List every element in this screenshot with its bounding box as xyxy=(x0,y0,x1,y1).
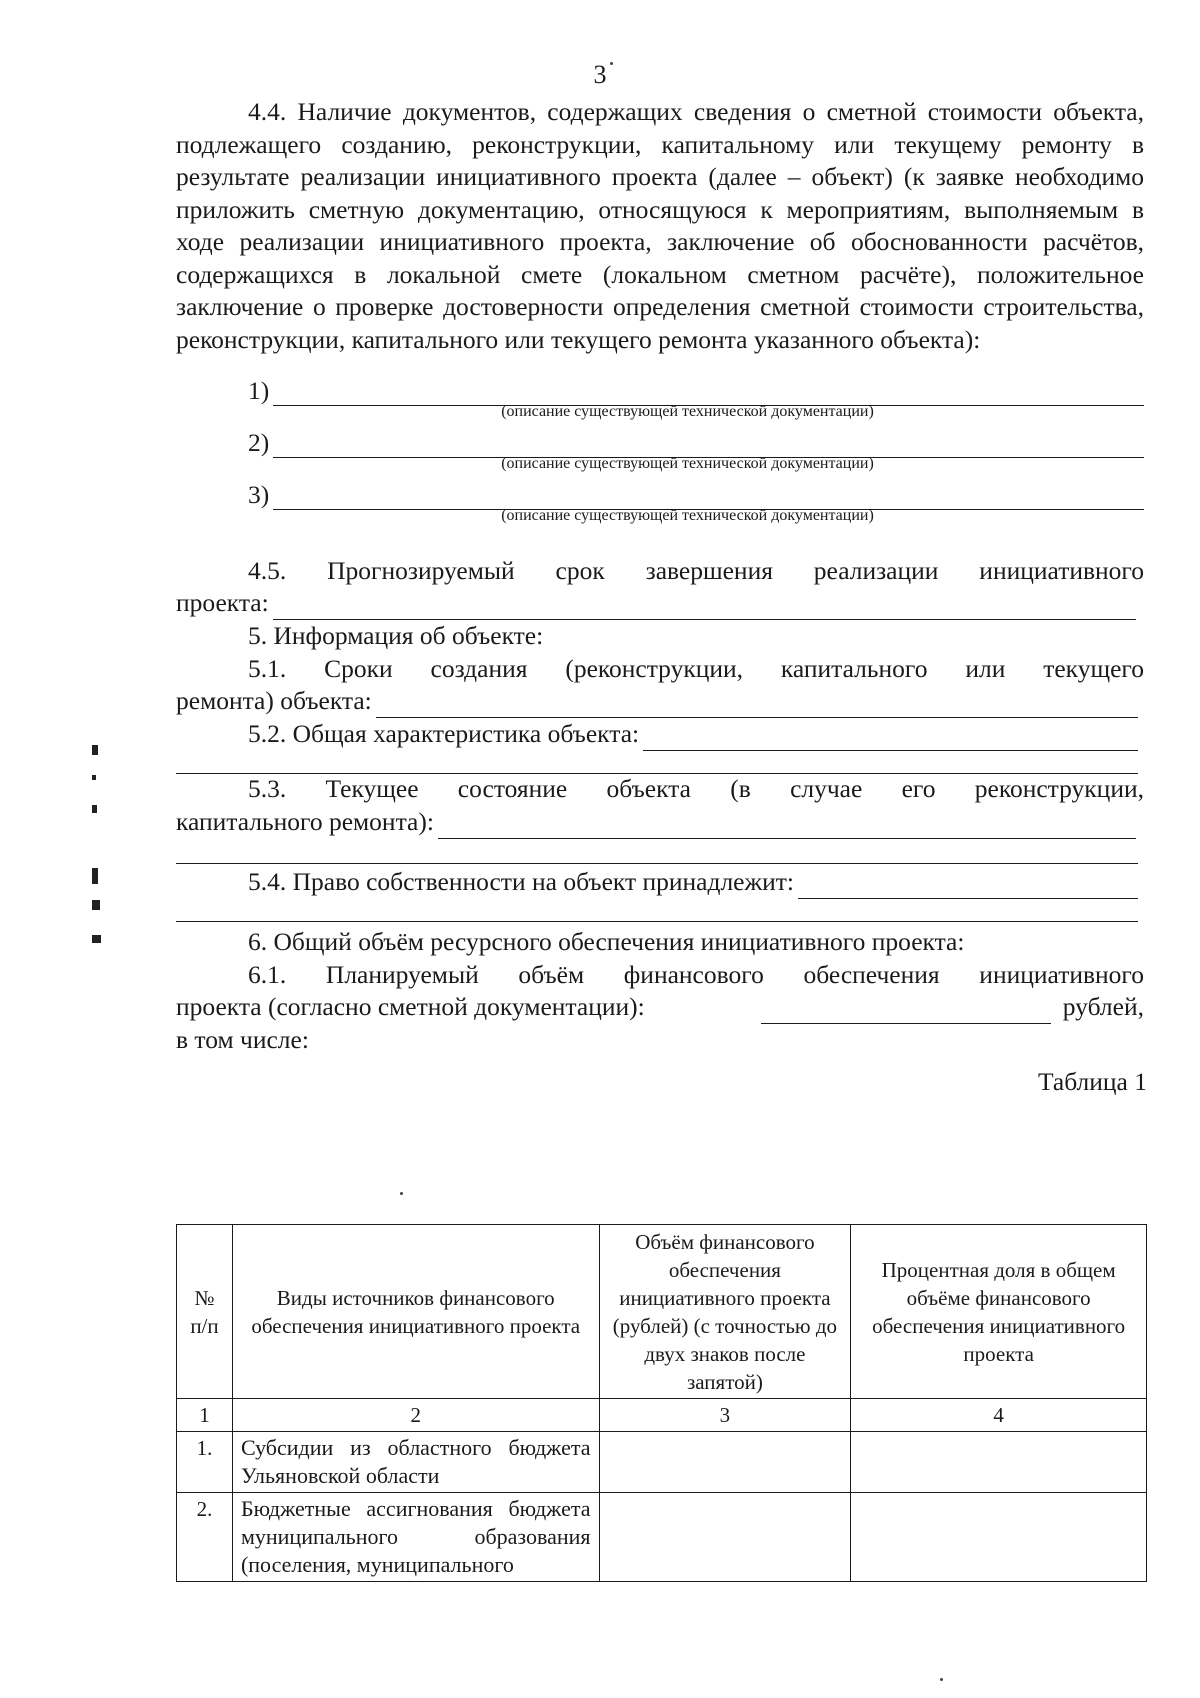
doc-item-number: 3) xyxy=(248,480,270,509)
ownership-field[interactable] xyxy=(798,874,1138,899)
ownership-continuation-line[interactable] xyxy=(176,921,1138,922)
object-dates-field[interactable] xyxy=(376,693,1138,718)
planned-budget-field[interactable] xyxy=(761,999,1051,1024)
section-4-5-line2 xyxy=(176,587,1136,620)
completion-date-field[interactable] xyxy=(273,595,1136,620)
section-5-2-label: 5.2. Общая характеристика объекта: xyxy=(248,719,640,748)
doc-item-caption: (описание существующей технической документации) xyxy=(501,455,874,472)
section-5-heading: 5. Информация об объекте: xyxy=(248,621,544,650)
doc-item-3 xyxy=(248,476,1144,510)
scan-artifact xyxy=(92,868,98,884)
scan-artifact xyxy=(92,900,100,910)
scan-dot xyxy=(400,1192,403,1195)
section-6-1-label: проекта (согласно сметной документации): xyxy=(176,992,645,1021)
section-6-heading: 6. Общий объём ресурсного обеспечения инициативного проекта: xyxy=(248,927,965,956)
table-column-numbers-row xyxy=(177,1399,1147,1432)
section-5-3-line1: 5.3. Текущее состояние объекта (в случае его реконструкции, xyxy=(248,774,1144,803)
header-number: № п/п xyxy=(177,1225,233,1399)
row-number: 1. xyxy=(177,1432,233,1493)
scan-dot xyxy=(610,62,613,65)
table-caption: Таблица 1 xyxy=(1037,1067,1147,1096)
column-number: 3 xyxy=(599,1399,851,1432)
section-5-1-label: ремонта) объекта: xyxy=(176,686,372,715)
section-5-2 xyxy=(176,718,1138,751)
page-number: 3 xyxy=(593,60,607,89)
table-header-row xyxy=(177,1225,1147,1399)
object-condition-field[interactable] xyxy=(438,814,1136,839)
row-amount-cell[interactable] xyxy=(599,1493,851,1582)
scan-artifact xyxy=(92,775,96,780)
doc-item-caption: (описание существующей технической документации) xyxy=(501,507,874,524)
section-5-1-line2 xyxy=(176,685,1138,718)
scan-dot xyxy=(940,1678,943,1681)
doc-item-2 xyxy=(248,424,1144,458)
header-share: Процентная доля в общем объёме финансового обеспечения инициативного проекта xyxy=(851,1225,1147,1399)
table-row xyxy=(177,1493,1147,1582)
scan-artifact xyxy=(92,935,101,943)
row-share-cell[interactable] xyxy=(851,1493,1147,1582)
row-share-cell[interactable] xyxy=(851,1432,1147,1493)
object-condition-continuation-line[interactable] xyxy=(176,863,1138,864)
section-5-3-label: капитального ремонта): xyxy=(176,807,434,836)
doc-item-number: 1) xyxy=(248,376,270,405)
section-5-1-line1: 5.1. Сроки создания (реконструкции, капитального или текущего xyxy=(248,654,1144,683)
scan-artifact xyxy=(92,745,98,755)
doc-item-1 xyxy=(248,372,1144,406)
object-characteristics-field[interactable] xyxy=(643,726,1138,751)
currency-label: рублей, xyxy=(1062,992,1144,1021)
header-amount: Объём финансового обеспечения инициативного проекта (рублей) (с точностью до двух знаков после запятой) xyxy=(599,1225,851,1399)
section-4-4-paragraph: 4.4. Наличие документов, содержащих сведения о сметной стоимости объекта, подлежащего созданию, реконструкции, капитальному или текущему ремонту в результате реализации инициативного проекта (далее – объект) (к заявке необходимо приложить сметную документацию, относящуюся к мероприятиям, выполняемым в ходе реализации инициативного проекта, заключение об обоснованности расчётов, содержащихся в локальной смете (локальном сметном расчёте), положительное заключение о проверке достоверности определения сметной стоимости строительства, реконструкции, капитального или текущего ремонта указанного объекта): xyxy=(176,97,1144,354)
section-5-3-line2 xyxy=(176,806,1136,839)
column-number: 2 xyxy=(232,1399,599,1432)
financing-sources-table xyxy=(176,1224,1147,1582)
section-6-1-line2 xyxy=(176,991,1144,1024)
row-amount-cell[interactable] xyxy=(599,1432,851,1493)
column-number: 1 xyxy=(177,1399,233,1432)
section-5-4 xyxy=(176,866,1138,899)
row-source: Субсидии из областного бюджета Ульяновской области xyxy=(232,1432,599,1493)
section-4-5-line1: 4.5. Прогнозируемый срок завершения реализации инициативного xyxy=(248,556,1144,585)
scan-artifact xyxy=(92,805,97,813)
row-number: 2. xyxy=(177,1493,233,1582)
section-6-1-line1: 6.1. Планируемый объём финансового обеспечения инициативного xyxy=(248,960,1144,989)
doc-item-number: 2) xyxy=(248,428,270,457)
table-row xyxy=(177,1432,1147,1493)
header-source-types: Виды источников финансового обеспечения инициативного проекта xyxy=(232,1225,599,1399)
column-number: 4 xyxy=(851,1399,1147,1432)
doc-item-caption: (описание существующей технической документации) xyxy=(501,403,874,420)
section-4-5-label: проекта: xyxy=(176,588,269,617)
section-5-4-label: 5.4. Право собственности на объект принадлежит: xyxy=(248,867,794,896)
section-6-1-line3: в том числе: xyxy=(176,1025,309,1054)
row-source: Бюджетные ассигнования бюджета муниципального образования (поселения, муниципального xyxy=(232,1493,599,1582)
